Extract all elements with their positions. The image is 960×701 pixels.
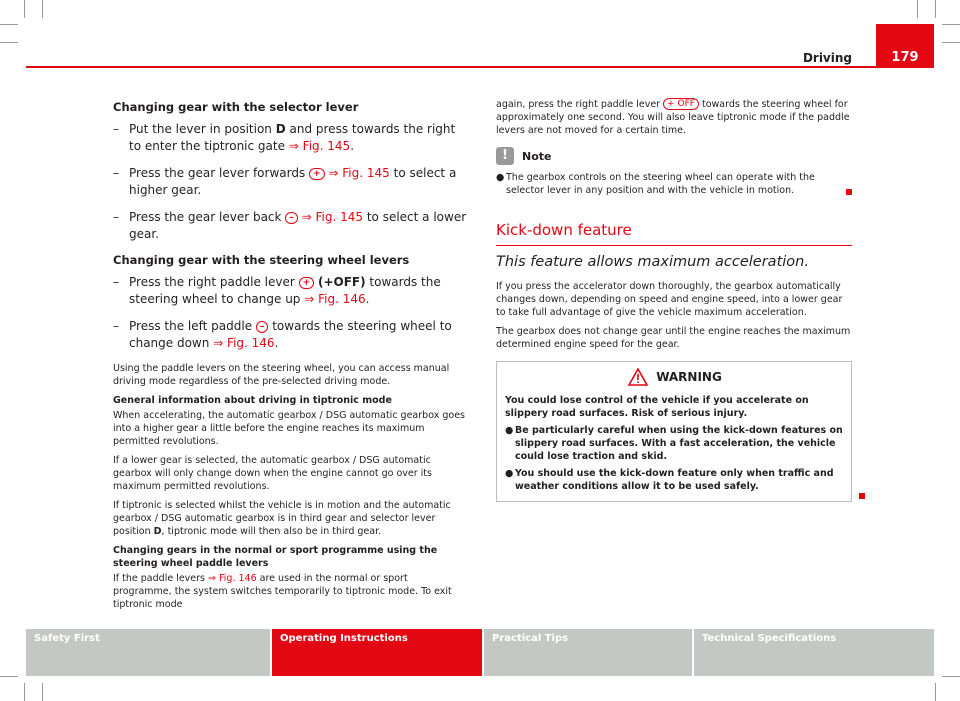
end-marker [859,493,865,499]
crop-mark [935,0,936,18]
paragraph: If you press the accelerator down thoroughly, the gearbox automatically changes down, depending on speed and engine speed, into a lower gear to take full advantage of give the vehicle maximum acceleration. [496,281,843,318]
warning-item: ● Be particularly careful when using the kick-down features on slippery road surfaces. With a fast acceleration, the vehicle could lose traction and skid. [505,425,843,462]
subheading: General information about driving in tiptronic mode [113,395,392,406]
note-item: ● The gearbox controls on the steering wheel can operate with the selector lever in any position and with the vehicle in motion. [496,171,852,197]
crop-mark [42,0,43,18]
figure-link[interactable]: ⇒ Fig. 145 [328,166,390,180]
figure-link[interactable]: ⇒ Fig. 146 [304,292,366,306]
section-title: Kick-down feature [496,221,852,246]
plus-key-icon: + [299,277,315,289]
step-item: – Press the right paddle lever + (+OFF) towards the steering wheel to change up ⇒ Fig. 146. [113,275,441,306]
footer-nav [26,629,934,676]
figure-link[interactable]: ⇒ Fig. 146 [213,336,275,350]
paragraph: If a lower gear is selected, the automatic gearbox / DSG automatic gearbox will only change down when the engine cannot go over its maximum permitted revolutions. [113,455,432,492]
warning-item: ● You should use the kick-down feature only when traffic and weather conditions allow it to be used safely. [505,468,834,492]
tab-operating-instructions[interactable]: Operating Instructions [272,629,482,676]
end-marker [846,189,852,195]
running-header: Driving [802,51,852,65]
figure-link[interactable]: ⇒ Fig. 145 [301,210,364,224]
plus-off-key-icon: + OFF [663,98,699,110]
step-item: – Press the gear lever forwards + ⇒ Fig. 145 to select a higher gear. [113,166,457,197]
tab-technical-specifications[interactable]: Technical Specifications [694,629,934,676]
crop-mark [0,24,18,25]
heading-steering-levers: Changing gear with the steering wheel levers [113,253,410,267]
crop-mark [24,0,25,18]
paragraph: When accelerating, the automatic gearbox / DSG automatic gearbox goes into a higher gear a little before the engine reaches its maximum permitted revolutions. [113,410,465,447]
warning-text: You could lose control of the vehicle if you accelerate on slippery road surfaces. Risk of serious injury. [505,395,809,419]
paragraph: The gearbox does not change gear until the engine reaches the maximum determined engine speed for the gear. [496,326,851,350]
crop-mark [42,683,43,701]
paragraph: If tiptronic is selected whilst the vehicle is in motion and the automatic gearbox / DSG automatic gearbox is in third gear and selector lever position D, tiptronic mode will then also be in third gear. [113,500,451,537]
paragraph: again, press the right paddle lever + OFF towards the steering wheel for approximately one second. You will also leave tiptronic mode if the paddle levers are not moved for a certain time. [496,99,850,136]
figure-link[interactable]: ⇒ Fig. 146 [208,573,257,584]
heading-selector-lever: Changing gear with the selector lever [113,100,359,114]
minus-key-icon: – [256,321,269,333]
crop-mark [942,676,960,677]
section-subtitle: This feature allows maximum acceleration. [496,254,809,270]
figure-link[interactable]: ⇒ Fig. 145 [288,139,351,153]
step-item: – Press the left paddle – towards the steering wheel to change down ⇒ Fig. 146. [113,319,452,350]
crop-mark [917,0,918,18]
step-item: – Press the gear lever back – ⇒ Fig. 145 to select a lower gear. [113,210,467,241]
page-number: 179 [876,24,934,68]
right-column [496,98,852,502]
tab-practical-tips[interactable]: Practical Tips [484,629,692,676]
header-rule [26,66,934,68]
crop-mark [942,42,960,43]
tab-safety-first[interactable]: Safety First [26,629,270,676]
crop-mark [942,24,960,25]
crop-mark [935,683,936,701]
crop-mark [0,42,18,43]
subheading: Changing gears in the normal or sport programme using the steering wheel paddle levers [113,545,438,569]
plus-key-icon: + [309,168,325,180]
note-icon: ! [496,147,514,165]
paragraph: Using the paddle levers on the steering wheel, you can access manual driving mode regardless of the pre-selected driving mode. [113,363,450,387]
paragraph: If the paddle levers ⇒ Fig. 146 are used in the normal or sport programme, the system switches temporarily to tiptronic mode. To exit tiptronic mode [113,573,452,610]
warning-header: WARNING [505,368,845,386]
note-header: ! Note [496,147,852,165]
warning-icon [628,368,648,386]
crop-mark [0,676,18,677]
crop-mark [24,683,25,701]
warning-box [496,361,852,502]
minus-key-icon: – [285,212,298,224]
left-column [113,100,468,617]
step-item: – Put the lever in position D and press towards the right to enter the tiptronic gate ⇒ Fig. 145. [113,122,456,153]
